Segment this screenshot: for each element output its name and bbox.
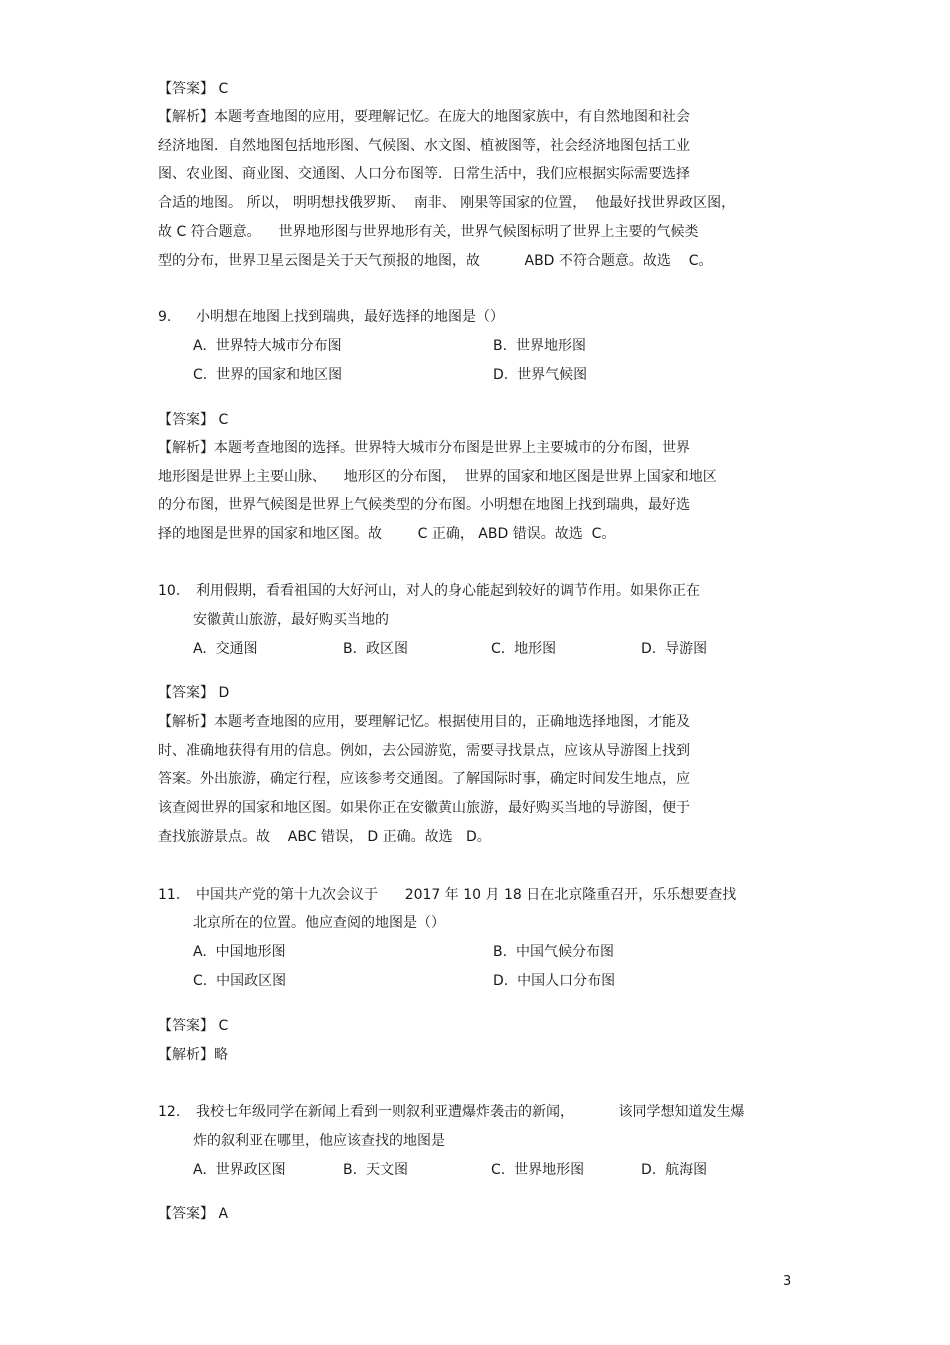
question-11-text-line-2: 北京所在的位置。他应查阅的地图是（）	[193, 915, 445, 931]
question-11-option-a: A. 中国地形图	[193, 944, 286, 960]
question-11-text-line-1: 中国共产党的第十九次会议于 2017 年 10 月 18 日在北京隆重召开，乐乐想要查找	[196, 887, 737, 903]
question-12-number: 12.	[158, 1104, 181, 1120]
analysis-8-line-1: 【解析】本题考查地图的应用，要理解记忆。在庞大的地图家族中，有自然地图和社会	[158, 109, 690, 125]
question-9-option-c: C. 世界的国家和地区图	[193, 367, 343, 383]
question-10-text-line-1: 利用假期，看看祖国的大好河山，对人的身心能起到较好的调节作用。如果你正在	[196, 583, 700, 599]
question-10-option-b: B. 政区图	[343, 641, 408, 657]
analysis-10-line-2: 时、准确地获得有用的信息。例如，去公园游览，需要寻找景点，应该从导游图上找到	[158, 743, 690, 759]
question-9-option-a: A. 世界特大城市分布图	[193, 338, 342, 354]
answer-9: 【答案】 C	[158, 412, 229, 428]
answer-12: 【答案】 A	[158, 1206, 229, 1222]
question-12-option-c: C. 世界地形图	[491, 1162, 585, 1178]
analysis-9-line-2: 地形图是世界上主要山脉、 地形区的分布图， 世界的国家和地区图是世界上国家和地区	[158, 469, 717, 485]
question-10-option-c: C. 地形图	[491, 641, 557, 657]
question-12-text-line-2: 炸的叙利亚在哪里，他应该查找的地图是	[193, 1133, 445, 1149]
question-9-option-b: B. 世界地形图	[493, 338, 586, 354]
answer-11: 【答案】 C	[158, 1018, 229, 1034]
analysis-10-line-5: 查找旅游景点。故 ABC 错误， D 正确。故选 D。	[158, 829, 491, 845]
question-9-number: 9.	[158, 309, 172, 325]
answer-8: 【答案】 C	[158, 81, 229, 97]
analysis-9-line-4: 择的地图是世界的国家和地区图。故 C 正确， ABD 错误。故选 C。	[158, 526, 616, 542]
analysis-10-line-1: 【解析】本题考查地图的应用，要理解记忆。根据使用目的，正确地选择地图，才能及	[158, 714, 690, 730]
analysis-9-line-3: 的分布图，世界气候图是世界上气候类型的分布图。小明想在地图上找到瑞典，最好选	[158, 497, 690, 513]
question-11-option-c: C. 中国政区图	[193, 973, 287, 989]
analysis-8-line-4: 合适的地图。 所以， 明明想找俄罗斯、 南非、 刚果等国家的位置， 他最好找世界政区图，	[158, 195, 736, 211]
analysis-9-line-1: 【解析】本题考查地图的选择。世界特大城市分布图是世界上主要城市的分布图，世界	[158, 440, 690, 456]
question-10-text-line-2: 安徽黄山旅游，最好购买当地的	[193, 612, 389, 628]
analysis-11-line-1: 【解析】略	[158, 1047, 228, 1063]
question-11-option-d: D. 中国人口分布图	[493, 973, 616, 989]
analysis-8-line-2: 经济地图．自然地图包括地形图、气候图、水文图、植被图等，社会经济地图包括工业	[158, 138, 690, 154]
question-9-text: 小明想在地图上找到瑞典，最好选择的地图是（）	[196, 309, 504, 325]
analysis-8-line-5: 故 C 符合题意。 世界地形图与世界地形有关，世界气候图标明了世界上主要的气候类	[158, 224, 699, 240]
question-10-option-a: A. 交通图	[193, 641, 258, 657]
question-12-option-a: A. 世界政区图	[193, 1162, 286, 1178]
answer-10: 【答案】 D	[158, 685, 230, 701]
question-11-option-b: B. 中国气候分布图	[493, 944, 614, 960]
question-10-number: 10.	[158, 583, 181, 599]
question-10-option-d: D. 导游图	[641, 641, 708, 657]
question-12-text-line-1: 我校七年级同学在新闻上看到一则叙利亚遭爆炸袭击的新闻， 该同学想知道发生爆	[196, 1104, 745, 1120]
analysis-10-line-3: 答案。外出旅游，确定行程，应该参考交通图。了解国际时事，确定时间发生地点，应	[158, 771, 690, 787]
question-12-option-d: D. 航海图	[641, 1162, 708, 1178]
question-11-number: 11.	[158, 887, 181, 903]
analysis-10-line-4: 该查阅世界的国家和地区图。如果你正在安徽黄山旅游，最好购买当地的导游图，便于	[158, 800, 690, 816]
question-9-option-d: D. 世界气候图	[493, 367, 588, 383]
analysis-8-line-3: 图、农业图、商业图、交通图、人口分布图等．日常生活中，我们应根据实际需要选择	[158, 166, 690, 182]
page-number: 3	[783, 1274, 792, 1289]
analysis-8-line-6: 型的分布，世界卫星云图是关于天气预报的地图，故 ABD 不符合题意。故选 C。	[158, 253, 713, 269]
question-12-option-b: B. 天文图	[343, 1162, 408, 1178]
